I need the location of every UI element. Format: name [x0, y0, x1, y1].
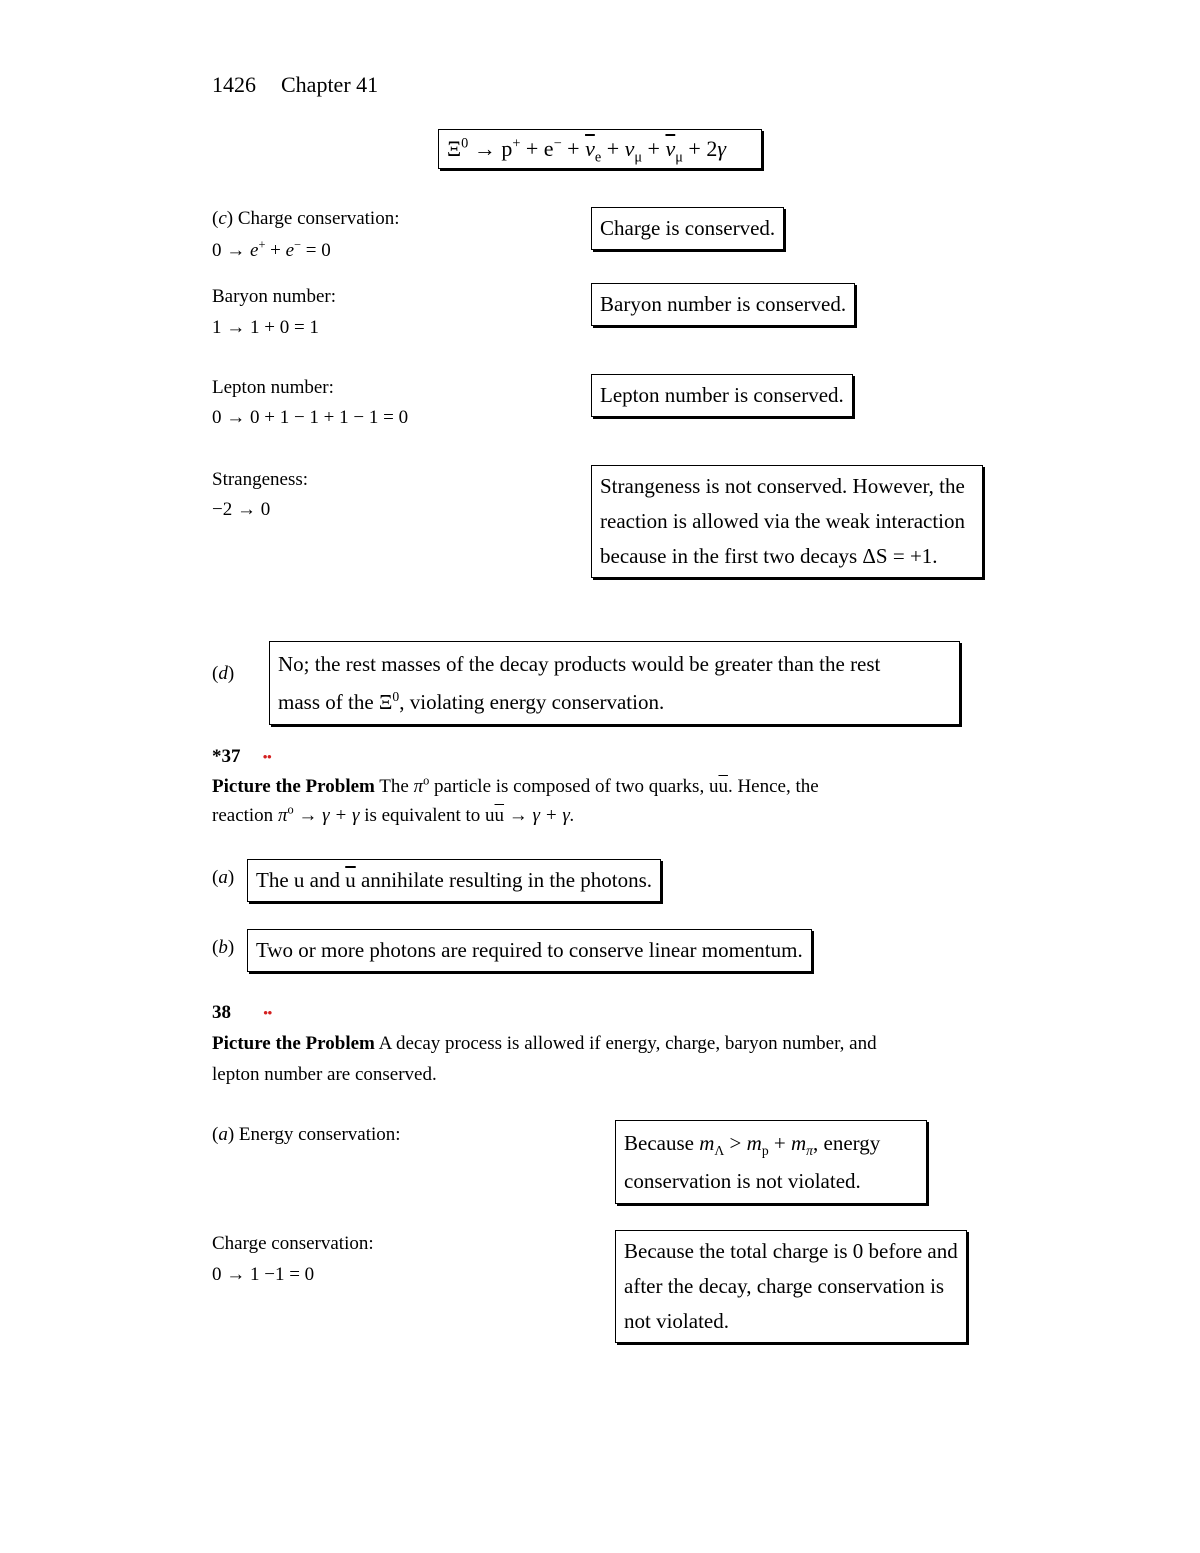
- chapter-title: Chapter 41: [281, 72, 379, 97]
- problem-37-text-line1: Picture the Problem The $\pi^o$ particle is composed of two quarks, $u\overline{u}$. Hence, the: [212, 773, 819, 797]
- charge-conservation-label: (c) Charge conservation:: [212, 208, 400, 229]
- part-d-label: (d): [212, 663, 235, 684]
- charge-conservation-38-label: Charge conservation:: [212, 1233, 374, 1254]
- strangeness-label: Strangeness:: [212, 469, 309, 490]
- charge-conserved-box: Charge is conserved.: [591, 207, 784, 250]
- page-header: [212, 72, 378, 98]
- baryon-conserved-box: Baryon number is conserved.: [591, 283, 855, 326]
- problem-38-text-line2: lepton number are conserved.: [212, 1064, 437, 1085]
- page-number: 1426: [212, 72, 256, 97]
- part-37b-label: (b): [212, 937, 235, 958]
- lepton-conserved-box: Lepton number is conserved.: [591, 374, 853, 417]
- part-d-answer-box: No; the rest masses of the decay products would be greater than the rest mass of the $\Xi^0$, violating energy conservation.: [269, 641, 960, 725]
- strangeness-box: Strangeness is not conserved. However, the reaction is allowed via the weak interaction because in the first two decays ΔS = +1.: [591, 465, 983, 578]
- problem-37-text-line2: reaction $\pi^o \to \gamma + \gamma$ is equivalent to $u\overline{u} \to \gamma + \gamma$.: [212, 802, 575, 826]
- part-37a-answer-box: The u and $\overline{u}$ annihilate resulting in the photons.: [247, 859, 661, 902]
- part-37a-label: (a): [212, 867, 235, 888]
- charge-conservation-38-equation: 0 → 1 −1 = 0: [212, 1264, 315, 1285]
- decay-equation-box: $\Xi^0 \to p^+ + e^- + \overline{\nu}_e + \nu_\mu + \overline{\nu}_\mu + 2\gamma$: [438, 129, 762, 169]
- baryon-number-equation: 1 → 1 + 0 = 1: [212, 317, 319, 338]
- problem-37-heading: *37 ••: [212, 746, 272, 767]
- strangeness-equation: −2 → 0: [212, 499, 271, 520]
- problem-38-text-line1: Picture the Problem A decay process is allowed if energy, charge, baryon number, and: [212, 1033, 877, 1054]
- charge-conservation-38-box: Because the total charge is 0 before and after the decay, charge conservation is not violated.: [615, 1230, 967, 1343]
- difficulty-marker: ••: [262, 750, 272, 766]
- baryon-number-label: Baryon number:: [212, 286, 337, 307]
- energy-conservation-label: (a) Energy conservation:: [212, 1124, 401, 1145]
- energy-conservation-box: Because $m_\Lambda > m_p + m_\pi$, energy conservation is not violated.: [615, 1120, 927, 1204]
- problem-38-heading: 38 ••: [212, 1002, 272, 1023]
- difficulty-marker: ••: [263, 1006, 272, 1022]
- lepton-number-label: Lepton number:: [212, 377, 334, 398]
- part-37b-answer-box: Two or more photons are required to conserve linear momentum.: [247, 929, 812, 972]
- lepton-number-equation: 0 → 0 + 1 − 1 + 1 − 1 = 0: [212, 407, 409, 428]
- charge-conservation-equation: 0 → e+ + e− = 0: [212, 237, 331, 261]
